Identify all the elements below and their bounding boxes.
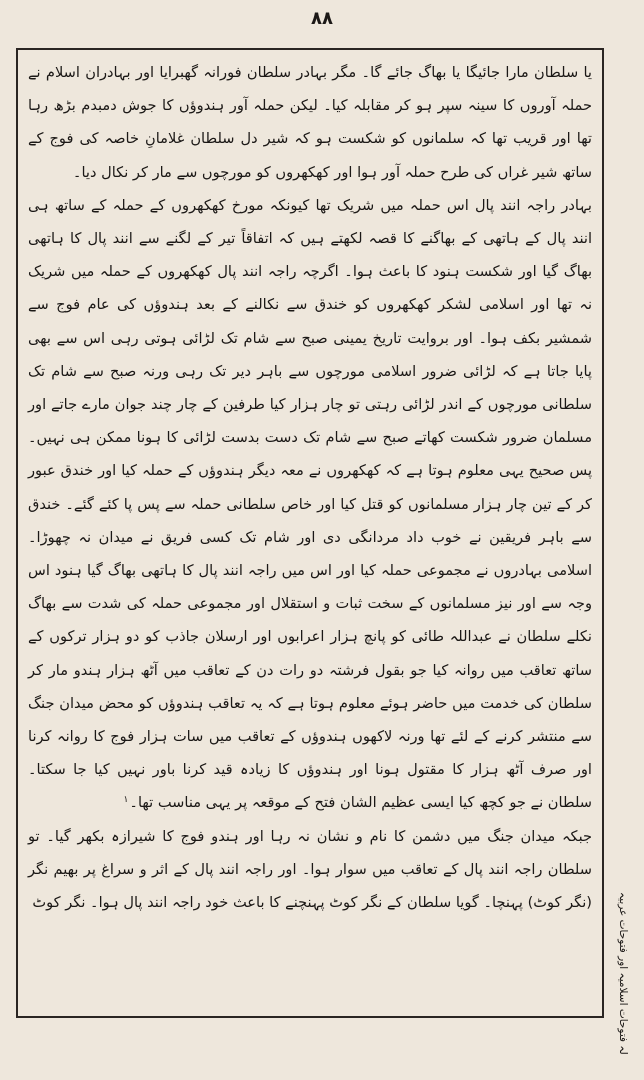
paragraph xyxy=(28,56,592,189)
text-body xyxy=(28,56,592,919)
text-line: تاریخ یمینی صبح سے شام تک لڑائی ہوتی رہی اس سے بھی پایا جاتا ہے کہ لڑائی ضرور اسلامی مورچوں xyxy=(28,329,592,380)
text-frame xyxy=(16,48,604,1018)
text-line: ہوا اور کھکھروں کو مورچوں سے مار کر نکال دیا۔ xyxy=(72,163,378,181)
text-line: کیا طرفین کے چار چند جوان مارے جاتے اور مسلمان ضرور شکست کھاتے صبح سے شام تک دست بدست xyxy=(28,396,593,447)
text-line: سلطان نے عبداللہ طائی کو پانچ ہزار اعرابوں اور ارسلان جاذب کو دو ہزار ترکوں کے ساتھ xyxy=(28,628,592,679)
text-line: تعاقب میں روانہ کیا جو بقول فرشتہ دو رات دن کے تعاقب میں آٹھ ہزار ہندو مار کر سلطان کی xyxy=(28,661,592,712)
paragraph xyxy=(28,820,592,920)
margin-footnote: لہ فتوحات اسلامیہ اور فتوحات عربیہ xyxy=(617,892,629,1055)
text-line: خدمت میں حاضر ہوئے معلوم ہوتا ہے کہ یہ تعاقب ہندوؤں کو محض میدان جنگ سے منتشر xyxy=(28,694,593,746)
text-line: کہ سلمانوں کو شکست ہو کہ شیر دل سلطان غلامانِ خاصہ کی فوج کے ساتھ شیر غراں کی طرح حملہ آور xyxy=(28,130,592,181)
text-line: اس وجہ سے اور نیز مسلمانوں کے سخت ثبات و استقلال اور مجموعی حملہ کی شدت سے بھاگ نکلے xyxy=(28,562,592,646)
text-line: حملہ کیا اور خندق عبور کر کے تین چار ہزار مسلمانوں کو قتل کیا اور خاص سلطانی حملہ سے پس پا xyxy=(28,462,592,513)
paragraph xyxy=(28,189,592,820)
text-line: کرنے کے لئے تھا ورنہ لاکھوں ہندوؤں کے تعاقب میں سات ہزار فوج کا روانہ کرنا اور صرف xyxy=(28,728,592,779)
text-line: شکست ہنود کا باعث ہوا۔ اگرچہ راجہ انند پال کھکھروں کے حملہ میں شریک نہ تھا اور اسلامی لشکر xyxy=(28,263,592,314)
text-line: آوروں کا سینہ سپر ہو کر مقابلہ کیا۔ لیکن حملہ آور ہندوؤں کا جوش دمبدم بڑھ رہا تھا اور قریب تھا xyxy=(28,97,592,148)
text-line: کھکھروں کو خندق سے نکالنے کے بعد ہندوؤں کی عام فوج سے شمشیر بکف ہوا۔ اور بروایت xyxy=(28,296,592,347)
text-line: بہادر راجہ انند پال اس حملہ میں شریک تھا کیونکہ مورخ کھکھروں کے حملہ کے ساتھ ہی انند پال xyxy=(28,196,593,248)
text-line: جبکہ میدان جنگ میں دشمن کا نام و نشان نہ رہا اور ہندو فوج کا شیرازہ بکھر گیا۔ تو xyxy=(28,827,592,845)
text-line: یا سلطان مارا جائیگا یا بھاگ جائے گا۔ مگر بہادر سلطان فورانہ گھبرایا اور بہادران اسلام نے حملہ xyxy=(28,64,592,115)
text-line: نہ چھوڑا۔ اسلامی بہادروں نے مجموعی حملہ کیا اور اس میں راجہ انند پال کا ہاتھی بھاگ گیا ہنود xyxy=(28,528,592,580)
text-line: کئے گئے۔ خندق سے باہر فریقین نے خوب داد مردانگی دی اور شام تک کسی فریق نے میدان xyxy=(28,495,592,546)
text-line: آٹھ ہزار کا مقتول ہونا اور ہندوؤں کا زیادہ قید کرنا باور نہیں کیا جا سکتا۔ سلطان نے جو کچھ کیا xyxy=(28,761,592,812)
text-line: کے ہاتھی کے بھاگنے کا قصہ لکھتے ہیں کہ اتفاقاً تیر کے لگنے سے انند پال کا ہاتھی بھاگ گیا اور xyxy=(28,230,593,281)
text-line: سلطان راجہ انند پال کے تعاقب میں سوار ہوا۔ اور راجہ انند پال کے اثر و سراغ پر بھیم نگر xyxy=(28,860,592,878)
text-line: سے باہر دیر تک رہی ورنہ صبح سے شام تک سلطانی مورچوں کے اندر لڑائی رہتی تو چار ہزار xyxy=(28,362,593,414)
text-line: ایسی عظیم الشان فتح کے موقعہ پر یہی مناسب تھا۔ xyxy=(129,794,455,812)
text-line: (نگر کوٹ) پہنچا۔ گویا سلطان کے نگر کوٹ پہنچنے کا باعث خود راجہ انند پال ہوا۔ نگر کوٹ xyxy=(32,894,592,912)
page-number: ۸۸ xyxy=(311,8,333,29)
text-line: لڑائی کا ہونا ممکن ہی نہیں۔ پس صحیح یہی معلوم ہوتا ہے کہ کھکھروں نے معہ دیگر ہندوؤں کے xyxy=(28,429,593,480)
footnote-marker: ۱ xyxy=(123,794,129,805)
